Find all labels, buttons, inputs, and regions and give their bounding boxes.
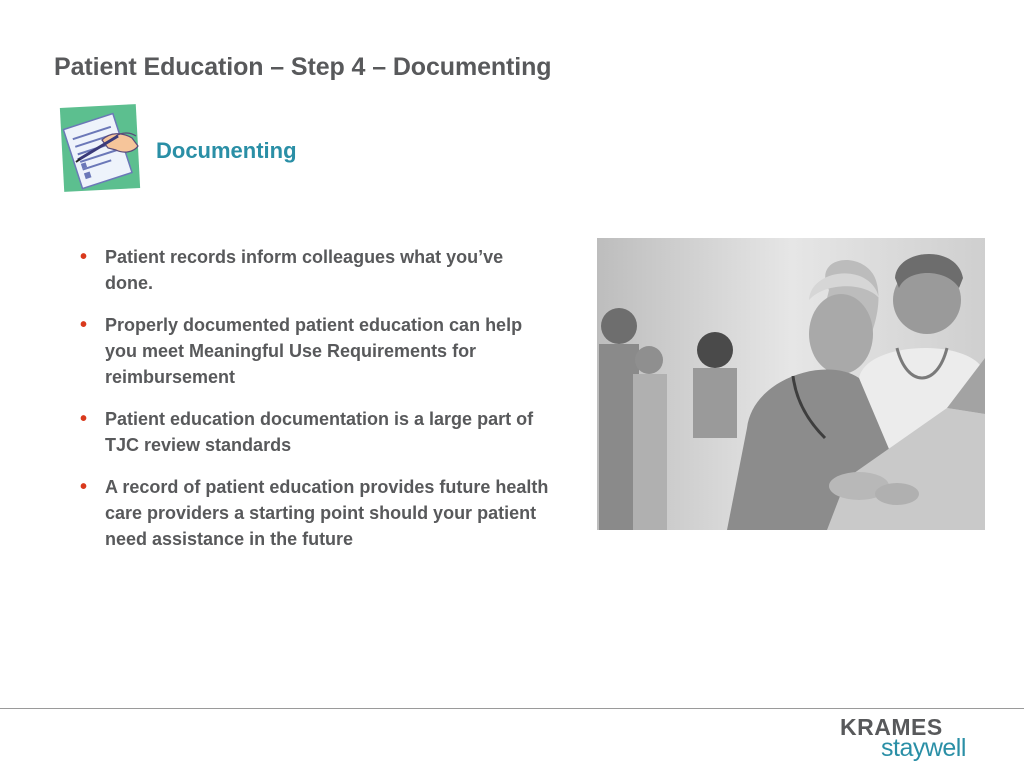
bullet-list <box>80 244 550 568</box>
krames-staywell-logo <box>838 714 978 764</box>
section-heading: Documenting <box>156 138 297 163</box>
bullet-text: Patient records inform colleagues what you’ve done. <box>105 247 504 293</box>
logo-text-staywell: staywell <box>881 734 966 762</box>
bullet-text: Properly documented patient education can help you meet Meaningful Use Requirements for reimbursement <box>105 315 523 387</box>
bullet-text: Patient education documentation is a large part of TJC review standards <box>105 409 534 455</box>
writing-hand-document-icon <box>58 102 142 194</box>
slide-title: Patient Education – Step 4 – Documenting <box>54 53 552 81</box>
bullet-marker: • <box>80 476 88 498</box>
bullet-item <box>80 406 550 458</box>
bullet-marker: • <box>80 408 88 430</box>
bullet-item <box>80 312 550 390</box>
bullet-marker: • <box>80 314 88 336</box>
doctors-at-laptop-photo <box>597 238 985 530</box>
bullet-text: A record of patient education provides future health care providers a starting point should your patient need assistance in the future <box>105 477 549 549</box>
logo-text-krames: KRAMES <box>840 714 943 740</box>
bullet-item <box>80 244 550 296</box>
bullet-marker: • <box>80 246 88 268</box>
footer-divider <box>0 708 1024 709</box>
bullet-item <box>80 474 550 552</box>
